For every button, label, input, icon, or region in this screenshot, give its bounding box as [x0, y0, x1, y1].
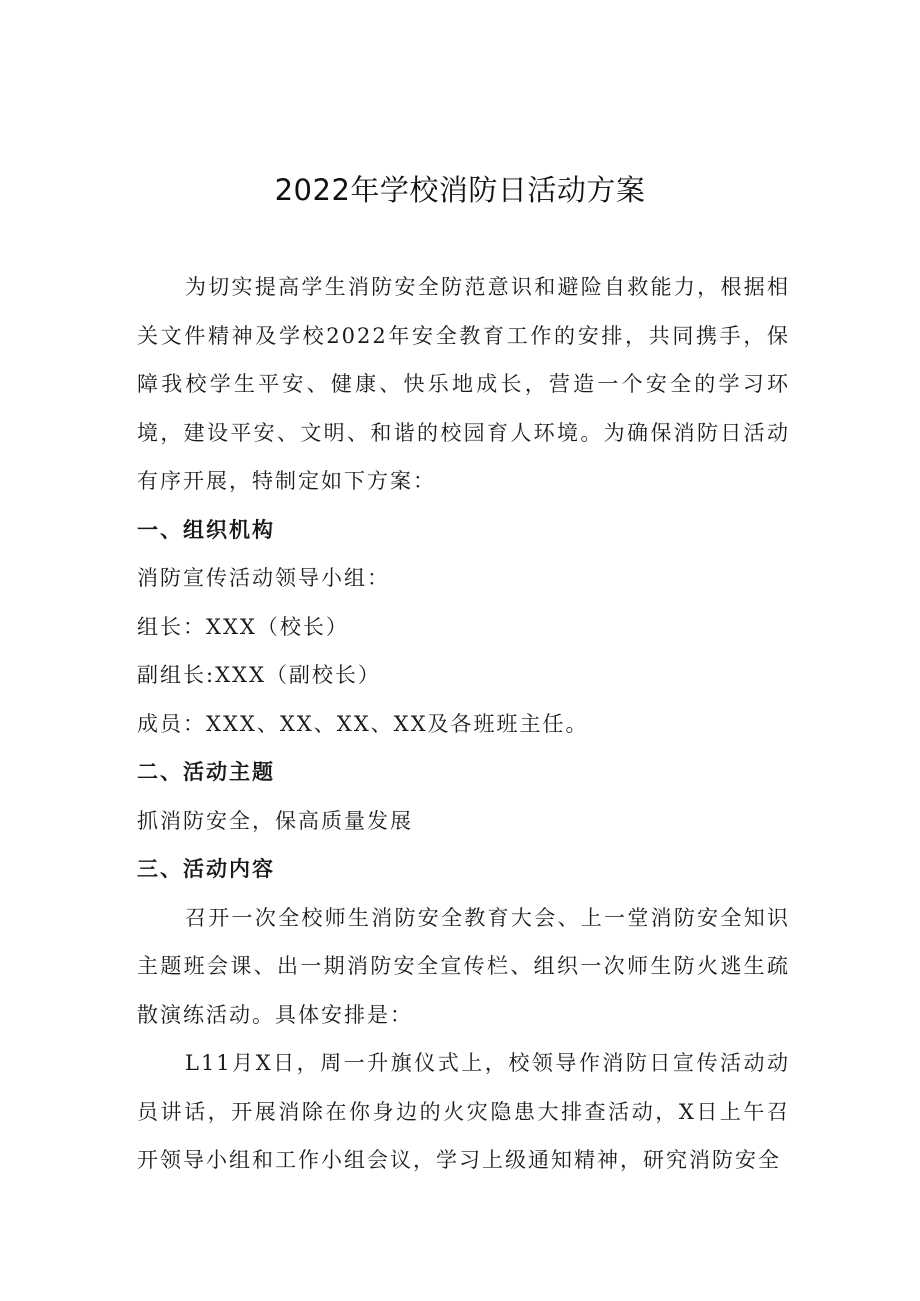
- leading-group-label: 消防宣传活动领导小组：: [137, 566, 390, 590]
- content-item-paragraph: L11月X日，周一升旗仪式上，校领导作消防日宣传活动动员讲话，开展消除在你身边的火灾隐患大排查活动，X日上午召开领导小组和工作小组会议，学习上级通知精神，研究消防安全: [137, 1051, 790, 1172]
- section-heading-content: 三、活动内容: [137, 857, 275, 881]
- group-leader: 组长：XXX（校长）: [137, 614, 349, 639]
- document-title: 2022年学校消防日活动方案: [274, 173, 646, 207]
- content-overview-paragraph: 召开一次全校师生消防安全教育大会、上一堂消防安全知识主题班会课、出一期消防安全宣传栏、组织一次师生防火逃生疏散演练活动。具体安排是：: [137, 905, 790, 1027]
- group-members: 成员：XXX、XX、XX、XX及各班班主任。: [137, 711, 589, 736]
- section-heading-organization: 一、组织机构: [137, 517, 275, 542]
- deputy-leader: 副组长:XXX（副校长）: [137, 663, 381, 687]
- section-heading-theme: 二、活动主题: [137, 760, 275, 784]
- intro-paragraph: 为切实提高学生消防安全防范意识和避险自救能力，根据相关文件精神及学校2022年安全教育工作的安排，共同携手，保障我校学生平安、健康、快乐地成长，营造一个安全的学习环境，建设平安、文明、和谐的校园育人环境。为确保消防日活动有序开展，特制定如下方案：: [137, 275, 790, 493]
- document-body: [137, 263, 790, 1185]
- activity-theme: 抓消防安全，保高质量发展: [137, 808, 413, 833]
